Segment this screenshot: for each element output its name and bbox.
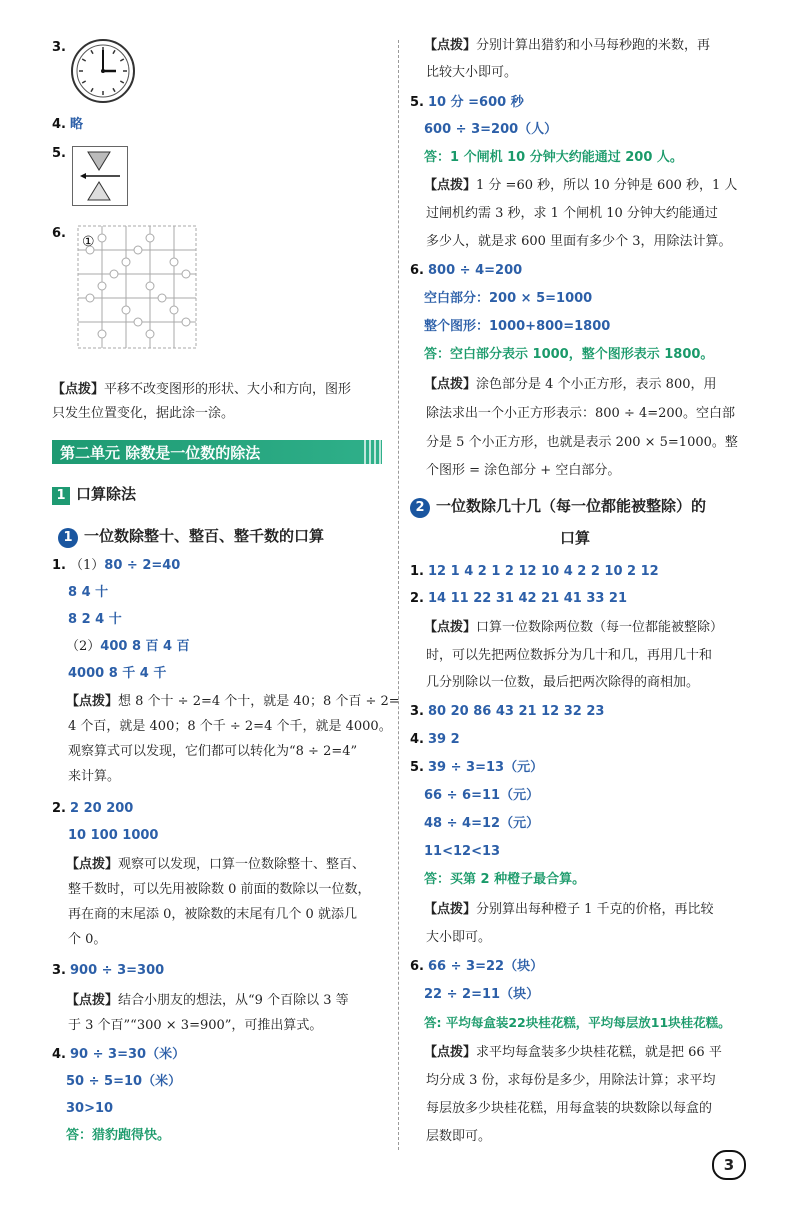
section-heading: 1 口算除法	[52, 483, 136, 507]
tip9-line1: 【点拨】求平均每盒装多少块桂花糕，就是把 66 平	[424, 1045, 722, 1060]
l-q1-line2: 8 4 十	[68, 585, 109, 600]
tip2-line3: 再在商的末尾添 0，被除数的末尾有几个 0 就添几	[68, 907, 357, 922]
l-q2-line2: 10 100 1000	[68, 828, 159, 843]
r-q6-line1: 6. 800 ÷ 4=200	[410, 263, 523, 278]
r-q6-line3: 整个图形：1000+800=1800	[424, 319, 611, 334]
r-q6-line2: 空白部分：200 × 5=1000	[424, 291, 593, 306]
tip4-line1: 【点拨】分别计算出猎豹和小马每秒跑的米数，再	[424, 38, 711, 53]
tip8-line2: 大小即可。	[426, 930, 492, 945]
l-q1-line1: 1. （1）80 ÷ 2=40	[52, 558, 181, 573]
r-q5b-line3: 48 ÷ 4=12（元）	[424, 816, 540, 831]
l-q1-line4: （2）400 8 百 4 百	[66, 639, 190, 654]
tip6-line3: 分是 5 个小正方形，也就是表示 200 × 5=1000。整	[426, 435, 738, 450]
l-q1-line5: 4000 8 千 4 千	[68, 666, 167, 681]
subsection-2-heading-line2: 口算	[560, 529, 591, 547]
l-q4-line2: 50 ÷ 5=10（米）	[66, 1074, 182, 1089]
r-q6b-answer: 答: 平均每盒装22块桂花糕，平均每层放11块桂花糕。	[424, 1015, 731, 1030]
section-badge: 1	[52, 487, 70, 505]
tip2-line1: 【点拨】观察可以发现，口算一位数除整十、整百、	[66, 857, 366, 872]
unit-title: 第二单元 除数是一位数的除法	[60, 444, 261, 462]
tip-a-line1: 【点拨】平移不改变图形的形状、大小和方向，图形	[52, 382, 352, 397]
tip8-line1: 【点拨】分别算出每种橙子 1 千克的价格，再比较	[424, 902, 714, 917]
unit-title-bar	[52, 440, 382, 464]
r-q5b-line4: 11<12<13	[424, 844, 501, 859]
subsection-2-heading: 2 一位数除几十几（每一位都能被整除）的	[410, 494, 706, 520]
q4-answer: 略	[70, 117, 84, 132]
r-q1-line1: 1. 12 1 4 2 1 2 12 10 4 2 2 10 2 12	[410, 564, 659, 579]
tip5-line3: 多少人，就是求 600 里面有多少个 3，用除法计算。	[426, 234, 732, 249]
q3-num: 3.	[52, 40, 66, 55]
r-q5-answer: 答：1 个闸机 10 分钟大约能通过 200 人。	[424, 150, 683, 165]
tip7-line3: 几分别除以一位数，最后把两次除得的商相加。	[426, 675, 700, 690]
r-q4-line1: 4. 39 2	[410, 732, 460, 747]
l-q4-answer: 答：猎豹跑得快。	[66, 1128, 171, 1143]
tip2-line2: 整千数时，可以先用被除数 0 前面的数除以一位数，	[68, 882, 371, 897]
subsection-1-badge: 1	[58, 528, 78, 548]
l-q1-line3: 8 2 4 十	[68, 612, 122, 627]
r-q6b-line2: 22 ÷ 2=11（块）	[424, 987, 540, 1002]
tip3-line2: 于 3 个百”“300 × 3=900”，可推出算式。	[68, 1018, 323, 1033]
q6-num: 6.	[52, 226, 66, 241]
tip3-line1: 【点拨】结合小朋友的想法，从“9 个百除以 3 等	[66, 993, 349, 1008]
q4-num: 4.	[52, 117, 66, 132]
puzzle-grid-figure	[74, 222, 200, 352]
tip6-line4: 个图形 = 涂色部分 + 空白部分。	[426, 463, 621, 478]
triangle-translation-figure	[72, 146, 128, 206]
r-q2-line1: 2. 14 11 22 31 42 21 41 33 21	[410, 591, 628, 606]
l-q3-line1: 3. 900 ÷ 3=300	[52, 963, 165, 978]
q5-num: 5.	[52, 146, 66, 161]
clock-icon	[70, 38, 136, 104]
subsection-1-heading: 1 一位数除整十、整百、整千数的口算	[58, 524, 324, 550]
page-number: 3	[712, 1150, 746, 1180]
tip1-line4: 来计算。	[68, 769, 121, 784]
q5-row	[52, 144, 70, 164]
puzzle-mark: ①	[82, 234, 95, 250]
tip6-line2: 除法求出一个小正方形表示：800 ÷ 4=200。空白部	[426, 406, 735, 421]
l-q4-line3: 30>10	[66, 1101, 114, 1116]
tip6-line1: 【点拨】涂色部分是 4 个小正方形，表示 800，用	[424, 377, 717, 392]
r-q5-line1: 5. 10 分 =600 秒	[410, 95, 524, 110]
subsection-2-badge: 2	[410, 498, 430, 518]
tip9-line2: 均分成 3 份，求每份是多少，用除法计算；求平均	[426, 1073, 716, 1088]
tip5-line1: 【点拨】1 分 =60 秒，所以 10 分钟是 600 秒，1 人	[424, 178, 738, 193]
tip1-line1: 【点拨】想 8 个十 ÷ 2=4 个十，就是 40；8 个百 ÷ 2=	[66, 694, 400, 709]
tip1-line2: 4 个百，就是 400；8 个千 ÷ 2=4 个千，就是 4000。	[68, 719, 392, 734]
tip7-line2: 时，可以先把两位数拆分为几十和几，再用几十和	[426, 648, 713, 663]
tip9-line3: 每层放多少块桂花糕，用每盒装的块数除以每盒的	[426, 1101, 713, 1116]
r-q6-answer: 答：空白部分表示 1000，整个图形表示 1800。	[424, 347, 714, 362]
q6-row	[52, 224, 70, 244]
r-q5-line2: 600 ÷ 3=200（人）	[424, 122, 558, 137]
tip4-line2: 比较大小即可。	[426, 65, 518, 80]
q3-row	[52, 38, 70, 58]
r-q5b-answer: 答：买第 2 种橙子最合算。	[424, 872, 586, 887]
r-q5b-line1: 5. 39 ÷ 3=13（元）	[410, 760, 544, 775]
tip2-line4: 个 0。	[68, 932, 107, 947]
tip1-line3: 观察算式可以发现，它们都可以转化为“8 ÷ 2=4”	[68, 744, 358, 759]
l-q2-line1: 2. 2 20 200	[52, 801, 134, 816]
tip-a-line2: 只发生位置变化，据此涂一涂。	[52, 406, 235, 421]
r-q3-line1: 3. 80 20 86 43 21 12 32 23	[410, 704, 605, 719]
column-divider	[398, 40, 399, 1150]
tip9-line4: 层数即可。	[426, 1129, 492, 1144]
q4-row	[52, 115, 83, 135]
tip7-line1: 【点拨】口算一位数除两位数（每一位都能被整除）	[424, 620, 724, 635]
r-q6b-line1: 6. 66 ÷ 3=22（块）	[410, 959, 544, 974]
tip5-line2: 过闸机约需 3 秒，求 1 个闸机 10 分钟大约能通过	[426, 206, 718, 221]
l-q4-line1: 4. 90 ÷ 3=30（米）	[52, 1047, 186, 1062]
r-q5b-line2: 66 ÷ 6=11（元）	[424, 788, 540, 803]
